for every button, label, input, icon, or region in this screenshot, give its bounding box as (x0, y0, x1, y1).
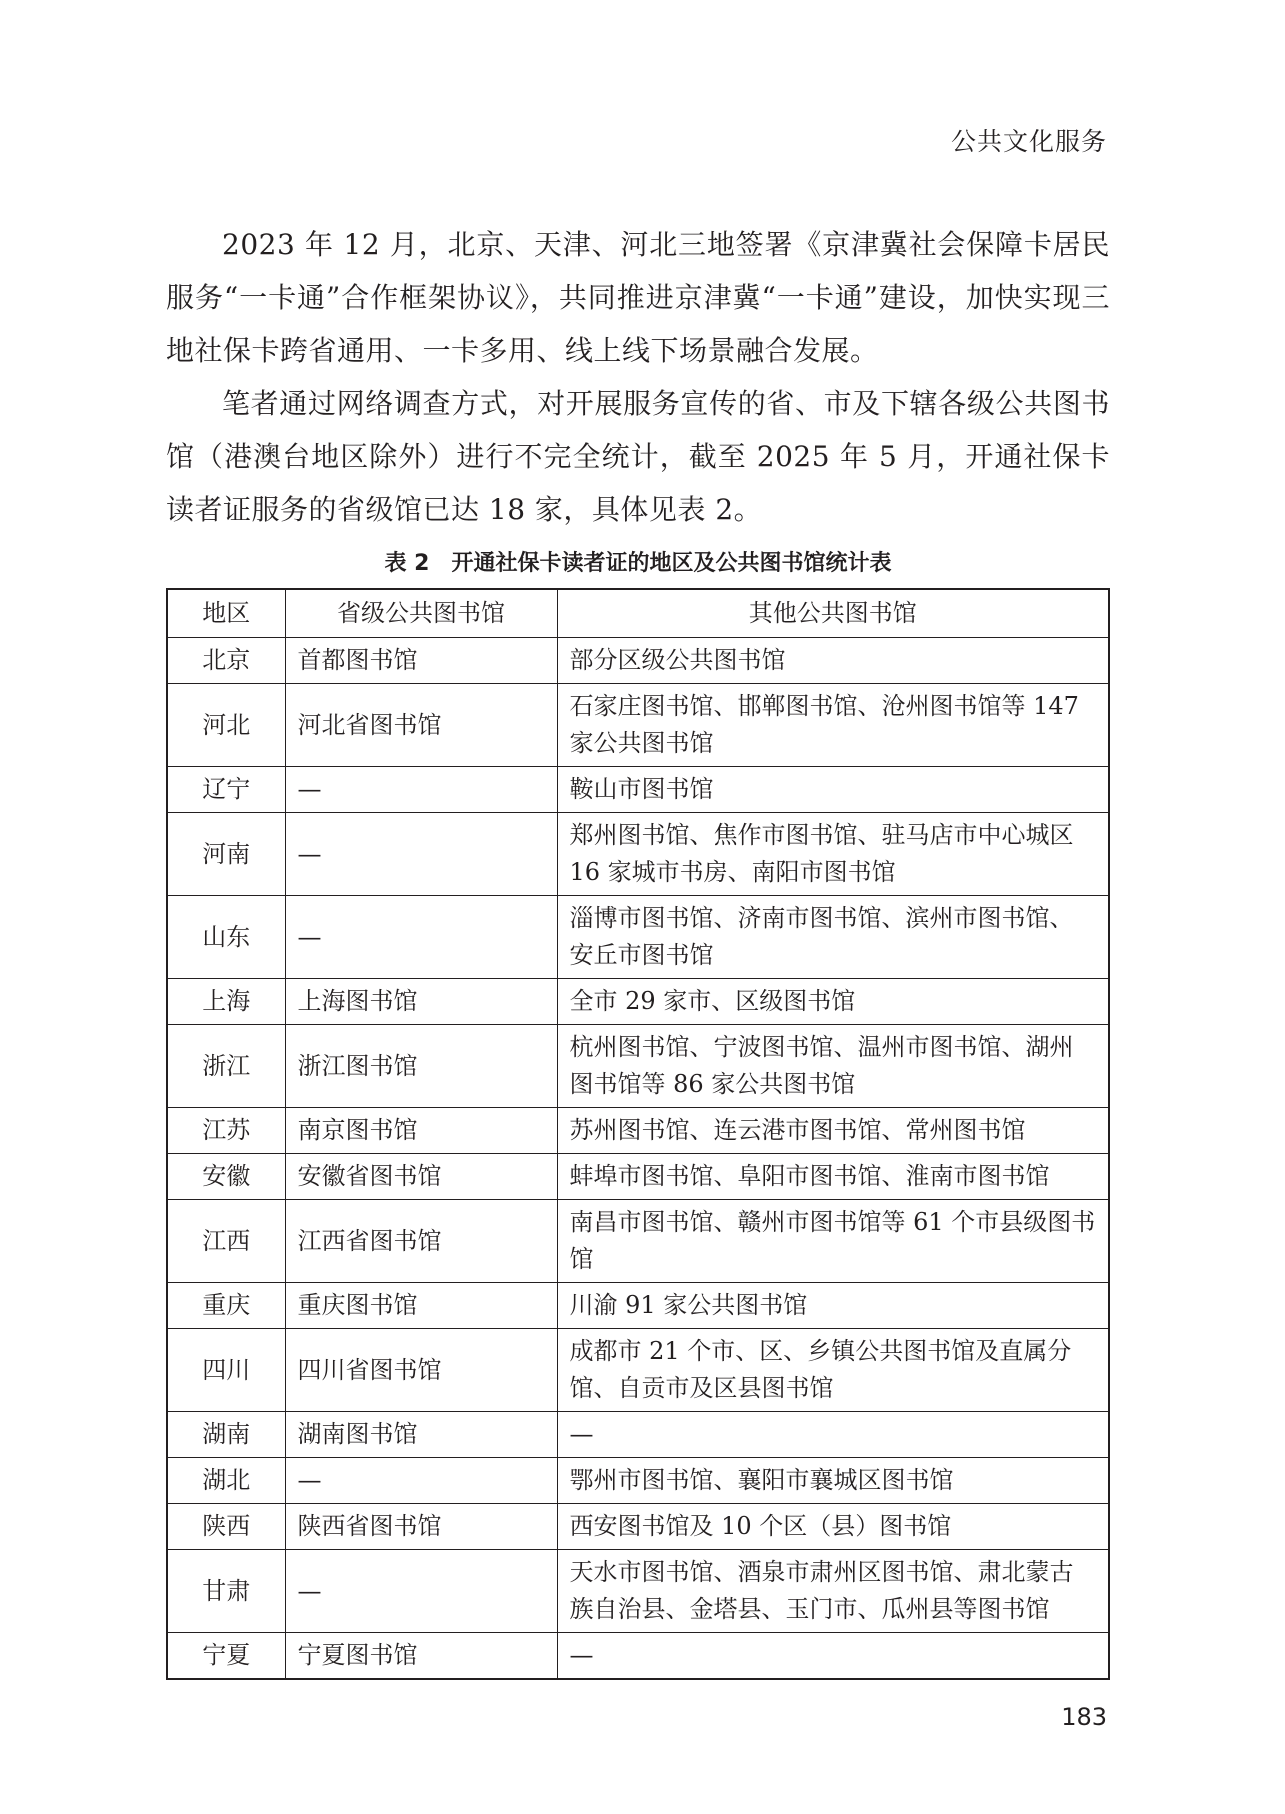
header-provincial-library: 省级公共图书馆 (285, 589, 557, 638)
header-other-libraries: 其他公共图书馆 (557, 589, 1109, 638)
provincial-library-cell: 浙江图书馆 (285, 1025, 557, 1108)
table-caption-number: 表 2 (384, 551, 430, 576)
region-cell: 陕西 (167, 1504, 285, 1550)
provincial-library-cell: 首都图书馆 (285, 638, 557, 684)
table-row (167, 1550, 1109, 1633)
table-row (167, 979, 1109, 1025)
table-caption-title: 开通社保卡读者证的地区及公共图书馆统计表 (451, 551, 892, 576)
region-cell: 河北 (167, 684, 285, 767)
table-row (167, 1633, 1109, 1680)
other-libraries-cell: 南昌市图书馆、赣州市图书馆等 61 个市县级图书馆 (557, 1200, 1109, 1283)
running-header-title: 公共文化服务 (950, 127, 1107, 156)
other-libraries-cell: — (557, 1633, 1109, 1680)
other-libraries-cell: 杭州图书馆、宁波图书馆、温州市图书馆、湖州图书馆等 86 家公共图书馆 (557, 1025, 1109, 1108)
region-cell: 山东 (167, 896, 285, 979)
provincial-library-cell: 安徽省图书馆 (285, 1154, 557, 1200)
other-libraries-cell: 川渝 91 家公共图书馆 (557, 1283, 1109, 1329)
paragraph: 笔者通过网络调查方式，对开展服务宣传的省、市及下辖各级公共图书馆（港澳台地区除外）进行不完全统计，截至 2025 年 5 月，开通社保卡读者证服务的省级馆已达 18 家，具体见表 2。 (166, 387, 1110, 526)
provincial-library-cell: 上海图书馆 (285, 979, 557, 1025)
provincial-library-cell: — (285, 767, 557, 813)
provincial-library-cell: 河北省图书馆 (285, 684, 557, 767)
region-cell: 北京 (167, 638, 285, 684)
page-number: 183 (1061, 1703, 1107, 1731)
table-row (167, 1458, 1109, 1504)
provincial-library-cell: 江西省图书馆 (285, 1200, 557, 1283)
other-libraries-cell: 苏州图书馆、连云港市图书馆、常州图书馆 (557, 1108, 1109, 1154)
region-cell: 江苏 (167, 1108, 285, 1154)
header-region: 地区 (167, 589, 285, 638)
library-stats-table (166, 588, 1110, 1680)
provincial-library-cell: — (285, 1458, 557, 1504)
region-cell: 四川 (167, 1329, 285, 1412)
provincial-library-cell: — (285, 813, 557, 896)
table-row (167, 1108, 1109, 1154)
region-cell: 辽宁 (167, 767, 285, 813)
region-cell: 宁夏 (167, 1633, 285, 1680)
table-row (167, 1412, 1109, 1458)
paragraph: 2023 年 12 月，北京、天津、河北三地签署《京津冀社会保障卡居民服务“一卡通”合作框架协议》，共同推进京津冀“一卡通”建设，加快实现三地社保卡跨省通用、一卡多用、线上线下场景融合发展。 (166, 228, 1110, 367)
table-row (167, 767, 1109, 813)
other-libraries-cell: — (557, 1412, 1109, 1458)
other-libraries-cell: 鞍山市图书馆 (557, 767, 1109, 813)
table-header-row (167, 589, 1109, 638)
other-libraries-cell: 蚌埠市图书馆、阜阳市图书馆、淮南市图书馆 (557, 1154, 1109, 1200)
table-row (167, 1283, 1109, 1329)
table-row (167, 1025, 1109, 1108)
region-cell: 安徽 (167, 1154, 285, 1200)
region-cell: 湖南 (167, 1412, 285, 1458)
other-libraries-cell: 全市 29 家市、区级图书馆 (557, 979, 1109, 1025)
region-cell: 江西 (167, 1200, 285, 1283)
other-libraries-cell: 西安图书馆及 10 个区（县）图书馆 (557, 1504, 1109, 1550)
provincial-library-cell: 宁夏图书馆 (285, 1633, 557, 1680)
region-cell: 浙江 (167, 1025, 285, 1108)
other-libraries-cell: 部分区级公共图书馆 (557, 638, 1109, 684)
provincial-library-cell: 陕西省图书馆 (285, 1504, 557, 1550)
table-caption (166, 546, 1110, 577)
provincial-library-cell: 南京图书馆 (285, 1108, 557, 1154)
other-libraries-cell: 成都市 21 个市、区、乡镇公共图书馆及直属分馆、自贡市及区县图书馆 (557, 1329, 1109, 1412)
table-row (167, 638, 1109, 684)
provincial-library-cell: 重庆图书馆 (285, 1283, 557, 1329)
other-libraries-cell: 郑州图书馆、焦作市图书馆、驻马店市中心城区 16 家城市书房、南阳市图书馆 (557, 813, 1109, 896)
table-row (167, 1329, 1109, 1412)
region-cell: 河南 (167, 813, 285, 896)
table-row (167, 813, 1109, 896)
body-text (166, 218, 1110, 536)
provincial-library-cell: — (285, 896, 557, 979)
region-cell: 湖北 (167, 1458, 285, 1504)
other-libraries-cell: 淄博市图书馆、济南市图书馆、滨州市图书馆、安丘市图书馆 (557, 896, 1109, 979)
other-libraries-cell: 石家庄图书馆、邯郸图书馆、沧州图书馆等 147 家公共图书馆 (557, 684, 1109, 767)
table-row (167, 684, 1109, 767)
region-cell: 重庆 (167, 1283, 285, 1329)
region-cell: 上海 (167, 979, 285, 1025)
provincial-library-cell: 湖南图书馆 (285, 1412, 557, 1458)
region-cell: 甘肃 (167, 1550, 285, 1633)
table-row (167, 1154, 1109, 1200)
table-row (167, 1504, 1109, 1550)
provincial-library-cell: — (285, 1550, 557, 1633)
other-libraries-cell: 鄂州市图书馆、襄阳市襄城区图书馆 (557, 1458, 1109, 1504)
table-row (167, 1200, 1109, 1283)
other-libraries-cell: 天水市图书馆、酒泉市肃州区图书馆、肃北蒙古族自治县、金塔县、玉门市、瓜州县等图书馆 (557, 1550, 1109, 1633)
provincial-library-cell: 四川省图书馆 (285, 1329, 557, 1412)
table-row (167, 896, 1109, 979)
